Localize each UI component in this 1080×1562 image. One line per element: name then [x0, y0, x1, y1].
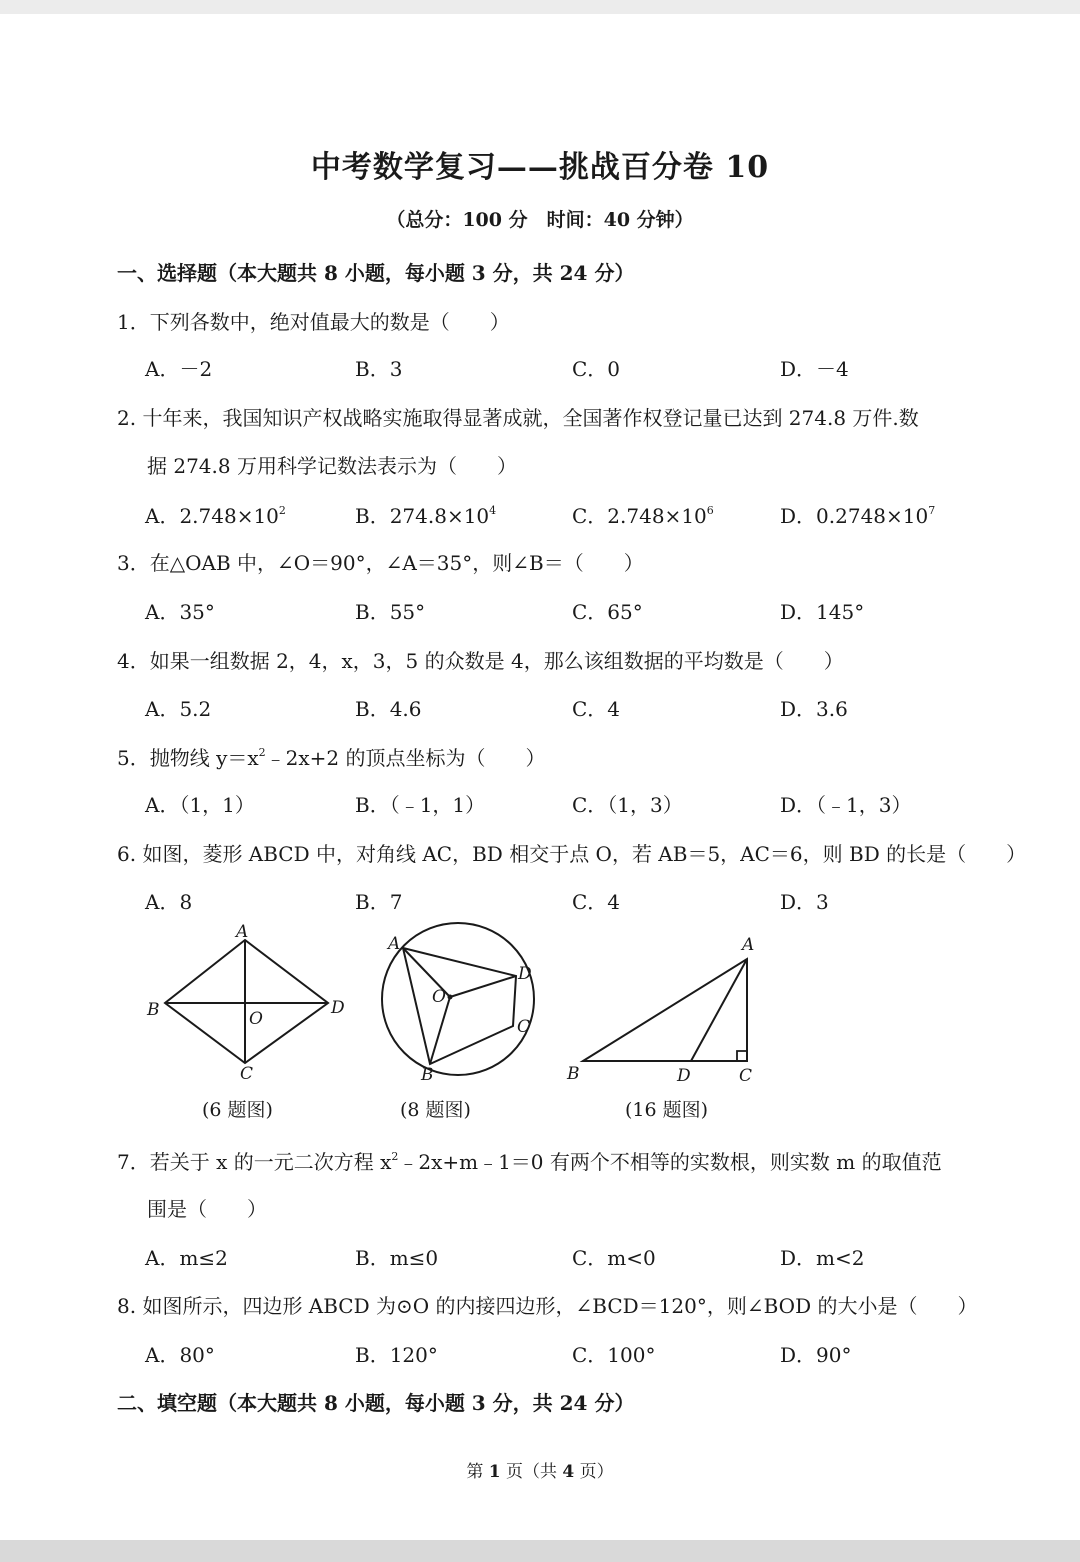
option-d: D．3 — [780, 890, 829, 914]
circle-label-d: D — [518, 964, 532, 984]
circle-center-dot — [448, 995, 453, 1000]
option-a: A．$2.748\times 10^2$ — [145, 504, 286, 528]
option-c: C．65° — [572, 600, 643, 624]
question-2-options — [0, 500, 1080, 526]
circle-label-c: C — [517, 1017, 531, 1037]
circle-label-b: B — [421, 1065, 434, 1085]
option-c: C．4 — [572, 890, 621, 914]
triangle-label-a: A — [742, 935, 755, 955]
footer-prefix: 第 — [466, 1462, 484, 1482]
option-c: C．100° — [572, 1343, 656, 1367]
question-7-text-line-1: 7．若关于 x 的一元二次方程 $x^2﹣2x+m﹣1=0$ 有两个不相等的实数根，则实数 m 的取值范 — [117, 1150, 942, 1174]
option-d: D．3.6 — [780, 697, 848, 721]
question-2-text-line-1: 2. 十年来，我国知识产权战略实施取得显著成就，全国著作权登记量已达到 274.8 万件.数 — [117, 406, 919, 430]
triangle-figure — [583, 959, 747, 1061]
option-a: A．35° — [145, 600, 215, 624]
figure-caption-8: (8 题图) — [400, 1099, 471, 1121]
option-d: D．（﹣1，3） — [780, 793, 912, 817]
question-5-options — [0, 789, 1080, 815]
rhombus-label-b: B — [147, 1000, 160, 1020]
question-5-text: 5．抛物线 $y=x^2﹣2x+2$ 的顶点坐标为（ ） — [117, 746, 546, 770]
page-footer — [0, 1457, 1080, 1482]
question-1-text: 1．下列各数中，绝对值最大的数是（ ） — [117, 310, 510, 334]
option-d: D．m<2 — [780, 1246, 865, 1270]
option-c: C．m<0 — [572, 1246, 656, 1270]
circle-label-o: O — [432, 987, 446, 1007]
option-a: A．8 — [145, 890, 193, 914]
question-8-text: 8. 如图所示，四边形 ABCD 为⊙O 的内接四边形，∠BCD＝120°，则∠BOD 的大小是（ ） — [117, 1294, 978, 1318]
option-c: C．$2.748\times 10^6$ — [572, 504, 714, 528]
option-c: C．4 — [572, 697, 621, 721]
question-6-text: 6. 如图，菱形 ABCD 中，对角线 AC，BD 相交于点 O，若 AB＝5，AC＝6，则 BD 的长是（ ） — [117, 842, 1027, 866]
section-heading-choice: 一、选择题（本大题共 8 小题，每小题 3 分，共 24 分） — [117, 261, 635, 285]
rhombus-figure — [165, 940, 328, 1063]
question-4-text: 4．如果一组数据 2，4，x，3，5 的众数是 4，那么该组数据的平均数是（ ） — [117, 649, 844, 673]
footer-suffix: 页） — [579, 1462, 614, 1482]
geometry-figures — [140, 920, 780, 1090]
page-subtitle: （总分：100 分 时间：40 分钟） — [386, 209, 694, 231]
option-a: A．m≤2 — [145, 1246, 228, 1270]
rhombus-label-c: C — [240, 1064, 254, 1084]
option-c: C．（1，3） — [572, 793, 683, 817]
option-b: B．55° — [355, 600, 426, 624]
option-a: A．5.2 — [145, 697, 212, 721]
circle-figure — [382, 923, 534, 1075]
option-b: B．3 — [355, 357, 403, 381]
question-2-text-line-2: 据 274.8 万用科学记数法表示为（ ） — [147, 454, 517, 478]
figure-caption-16: (16 题图) — [625, 1099, 709, 1121]
triangle-label-d: D — [677, 1066, 691, 1086]
question-7-options — [0, 1242, 1080, 1268]
option-b: B．$274.8\times 10^4$ — [355, 504, 497, 528]
bottom-band — [0, 1540, 1080, 1562]
rhombus-label-o: O — [249, 1009, 263, 1029]
option-a: A．－2 — [145, 357, 213, 381]
option-b: B．7 — [355, 890, 403, 914]
option-c: C．0 — [572, 357, 621, 381]
option-a: A．80° — [145, 1343, 215, 1367]
option-b: B．120° — [355, 1343, 438, 1367]
footer-page-number: 1 — [488, 1462, 501, 1482]
question-3-options — [0, 596, 1080, 622]
footer-total-pages: 4 — [562, 1462, 575, 1482]
rhombus-label-d: D — [331, 998, 345, 1018]
footer-middle: 页（共 — [506, 1462, 557, 1482]
rhombus-label-a: A — [236, 922, 249, 942]
question-3-text: 3．在△OAB 中，∠O＝90°，∠A＝35°，则∠B＝（ ） — [117, 551, 644, 575]
option-a: A．（1，1） — [145, 793, 255, 817]
triangle-label-c: C — [739, 1066, 753, 1086]
circle-label-a: A — [388, 934, 401, 954]
option-d: D．145° — [780, 600, 865, 624]
option-b: B．（﹣1，1） — [355, 793, 486, 817]
page-title: 中考数学复习——挑战百分卷 10 — [310, 150, 770, 185]
option-d: D．90° — [780, 1343, 852, 1367]
option-d: D．$0.2748\times 10^7$ — [780, 504, 936, 528]
option-d: D．－4 — [780, 357, 849, 381]
question-1-options — [0, 353, 1080, 379]
option-b: B．4.6 — [355, 697, 422, 721]
question-4-options — [0, 693, 1080, 719]
option-b: B．m≤0 — [355, 1246, 439, 1270]
figure-caption-6: (6 题图) — [202, 1099, 273, 1121]
section-heading-fill-in: 二、填空题（本大题共 8 小题，每小题 3 分，共 24 分） — [117, 1391, 635, 1415]
triangle-label-b: B — [567, 1064, 580, 1084]
question-7-text-line-2: 围是（ ） — [147, 1197, 267, 1221]
question-6-options — [0, 886, 1080, 912]
question-8-options — [0, 1339, 1080, 1365]
